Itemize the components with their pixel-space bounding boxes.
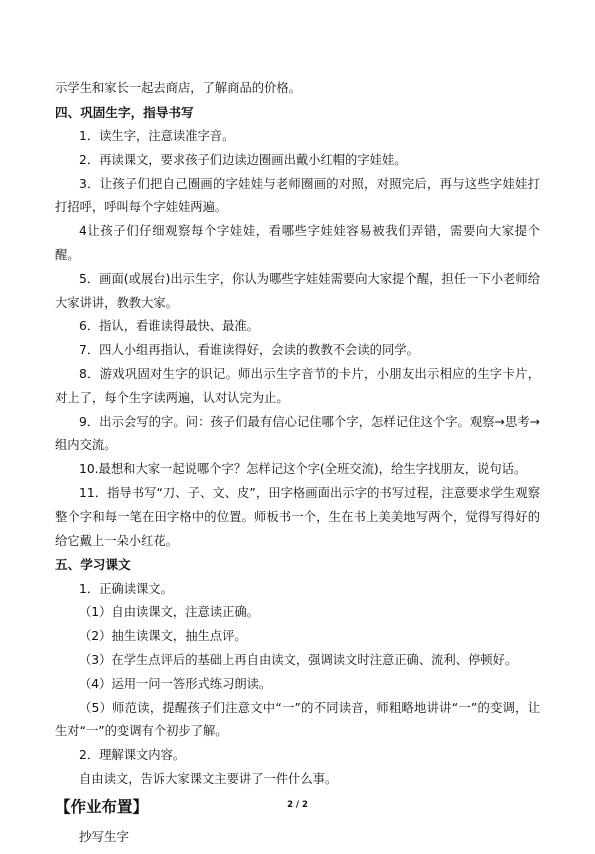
paragraph: 9．出示会写的字。问：孩子们最有信心记住哪个字，怎样记住这个字。观察→思考→组内交流。 bbox=[55, 414, 540, 453]
paragraph: （3）在学生点评后的基础上再自由读文，强调读文时注意正确、流利、停顿好。 bbox=[79, 652, 518, 667]
paragraph: 11．指导书写“刀、子、文、皮”，田字格画面出示字的书写过程，注意要求学生观察整个字和每一笔在田字格中的位置。师板书一个，生在书上美美地写两个，觉得写得好的给它戴上一朵小红花。 bbox=[55, 485, 540, 548]
paragraph: 6．指认，看谁读得最快、最准。 bbox=[79, 319, 259, 334]
paragraph: 2．再读课文，要求孩子们边读边圈画出戴小红帽的字娃娃。 bbox=[79, 152, 407, 167]
paragraph: 1．读生字，注意读准字音。 bbox=[79, 129, 235, 143]
paragraph: （4）运用一问一答形式练习朗读。 bbox=[79, 676, 272, 691]
paragraph: 10.最想和大家一起说哪个字？怎样记这个字(全班交流)，给生字找朋友，说句话。 bbox=[79, 462, 527, 477]
paragraph: 自由读文，告诉大家课文主要讲了一件什么事。 bbox=[79, 771, 338, 786]
homework-title: 【作业布置】 bbox=[55, 797, 149, 816]
paragraph: 1．正确读课文。 bbox=[79, 581, 173, 596]
paragraph: 示学生和家长一起去商店，了解商品的价格。 bbox=[55, 81, 301, 95]
paragraph: 8．游戏巩固对生字的识记。师出示生字音节的卡片，小朋友出示相应的生字卡片，对上了，每个生字读两遍，认对认完为止。 bbox=[55, 366, 540, 405]
paragraph: （5）师范读，提醒孩子们注意文中“一”的不同读音，师粗略地讲讲“一”的变调，让生对“一”的变调有个初步了解。 bbox=[55, 700, 540, 739]
paragraph: 7．四人小组再指认，看谁读得好，会读的教教不会读的同学。 bbox=[79, 343, 419, 358]
document-body bbox=[55, 77, 540, 854]
paragraph: （2）抽生读课文，抽生点评。 bbox=[79, 629, 247, 644]
section-title-5: 五、学习课文 bbox=[55, 557, 131, 573]
paragraph: 5．画面(或展台)出示生字，你认为哪些字娃娃需要向大家提个醒，担任一下小老师给大家讲讲，教教大家。 bbox=[55, 271, 540, 310]
page-number: 2 / 2 bbox=[287, 800, 308, 810]
paragraph: （1）自由读课文，注意读正确。 bbox=[79, 605, 259, 620]
section-title-4: 四、巩固生字，指导书写 bbox=[55, 104, 194, 120]
homework-body: 抄写生字 bbox=[79, 828, 130, 844]
paragraph: 4让孩子们仔细观察每个字娃娃，看哪些字娃娃容易被我们弄错，需要向大家提个醒。 bbox=[55, 224, 540, 262]
paragraph: 3．让孩子们把自己圈画的字娃娃与老师圈画的对照，对照完后，再与这些字娃娃打打招呼，呼叫每个字娃娃两遍。 bbox=[55, 176, 540, 215]
paragraph: 2．理解课文内容。 bbox=[79, 748, 186, 763]
